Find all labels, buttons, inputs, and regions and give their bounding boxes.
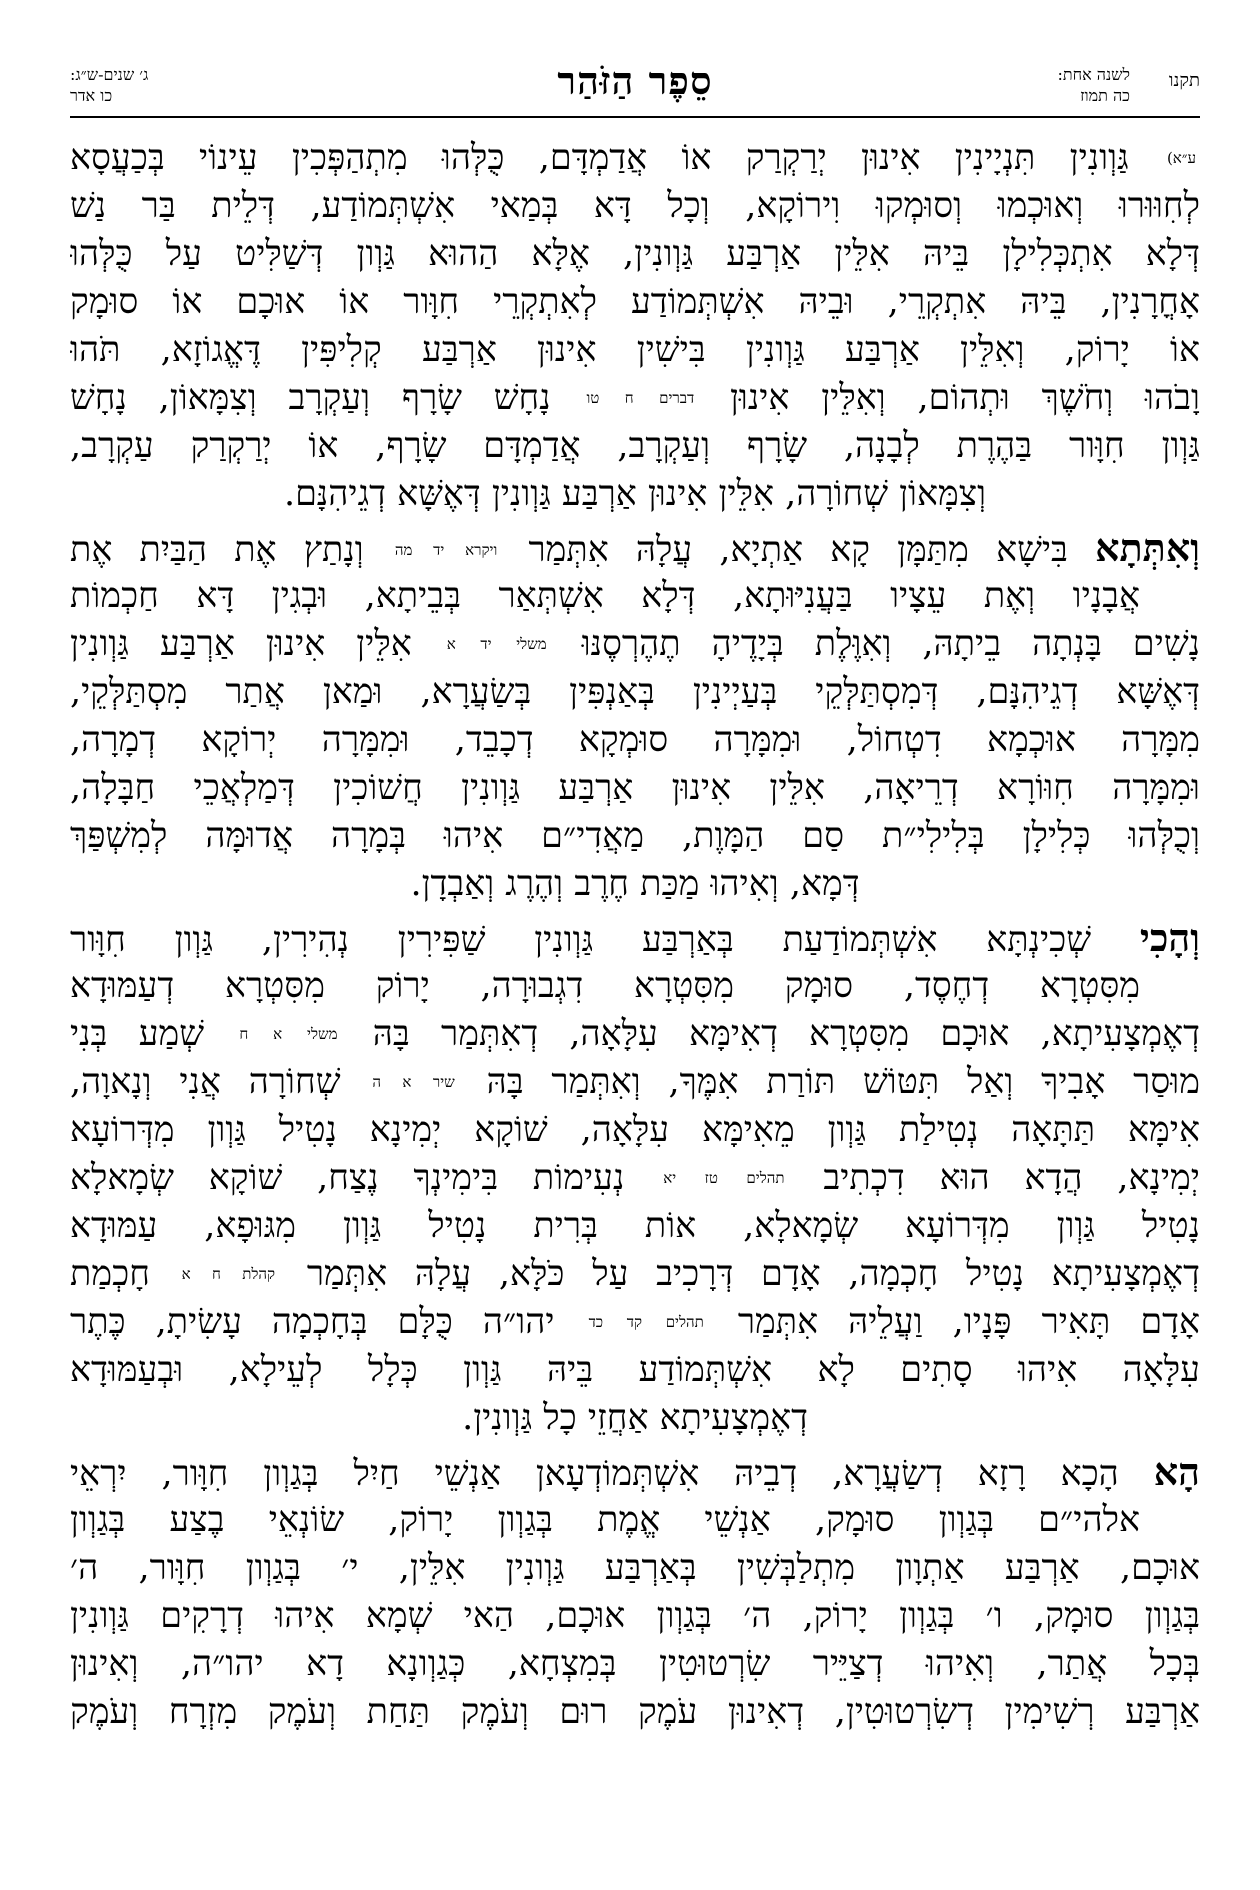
text-line (70, 1298, 1200, 1346)
line-text: אָחֳרָנִין, בֵּיהּ אִתְקְרֵי, וּבֵיהּ אִשְׁתְּמוֹדַע לְאִתְקְרֵי חִוָּור אוֹ אוּכָם אוֹ סוּמָק (70, 282, 1200, 322)
verse-reference: דברים ח טו (586, 389, 695, 407)
header-rule (70, 116, 1200, 118)
line-text: נָטִיל גַּוְון מִדְּרוֹעָא שְׂמָאלָא, אוֹת בְּרִית נָטִיל גַּוְון מִגּוּפָא, עַמּוּדָא (70, 1206, 1200, 1246)
line-text: גַּוְון חִוָּור בַּהֶרֶת לְבָנָה, שָׂרָף וְעַקְרָב, אֲדַמְדָּם שָׂרָף, אוֹ יְרַקְרַק עַקְרָב, (70, 426, 1200, 466)
page-header (70, 52, 1200, 120)
line-text-before-ref: דְאֶמְצָעִיתָא, אוּכָם מִסִּטְרָא דְאִימָּא עִלָּאָה, דְאִתְּמַר בָּהּ (372, 1014, 1200, 1054)
text-line (70, 1010, 1200, 1058)
text-line (70, 1592, 1200, 1640)
line-text-after-ref: וְנָתַץ אֶת הַבַּיִת אֶת (70, 530, 364, 570)
header-left-schedule (70, 64, 148, 106)
verse-reference: קהלת ח א (181, 1265, 276, 1283)
line-text-after-ref: שְׁכִינְתָּא אִשְׁתְּמוֹדַעַת בְּאַרְבַּע גַּוְונִין שַׁפִּירִין נְהִירִין, גַּוְון חִוָּור (70, 920, 1092, 960)
text-line (70, 1448, 1200, 1496)
line-text: אוּכָם, אַרְבַּע אַתְוָון מִתְלַבְּשִׁין בְּאַרְבַּע גַּוְונִין אִלֵּין, י׳ בְּגַוְון חִוָּור, ה׳ (70, 1548, 1200, 1588)
text-body (70, 134, 1200, 1736)
text-line (70, 230, 1200, 278)
verse-reference: שיר א ה (372, 1073, 455, 1091)
line-text: מִסִּטְרָא דְחֶסֶד, סוּמָק מִסִּטְרָא דִגְבוּרָה, יָרוֹק מִסִּטְרָא דְעַמּוּדָא (70, 966, 1140, 1006)
line-text: בְּכָל אֲתַר, וְאִיהוּ דְצַיֵּיר שִׂרְטוּטִין בְּמִצְחָא, כְּגַוְונָא דָא יהו״ה, וְאִינוּן (70, 1644, 1200, 1684)
line-text-after-ref: יהו״ה כֻּלָּם בְּחָכְמָה עָשִׂיתָ, כֶּתֶר (70, 1302, 555, 1342)
verse-reference: תהלים קד כד (588, 1313, 704, 1331)
text-line (70, 1202, 1200, 1250)
text-line (70, 620, 1200, 668)
text-line (70, 1640, 1200, 1688)
line-text: גַּוְונִין תִּנְיָינִין אִינוּן יְרַקְרַק אוֹ אֲדַמְדָּם, כֻּלְּהוּ מִתְהַפְּכִין עֵינוֹי בְּכַעֲסָא (70, 138, 1129, 178)
verse-reference: ויקרא יד מה (394, 541, 498, 559)
header-right-line-2: כה תמוז (1080, 86, 1130, 105)
line-text-after-ref: שְׁמַע בְּנִי (70, 1014, 205, 1054)
line-text-before-ref: אָדָם תָּאִיר פָּנָיו, וַעֲלֵיהּ אִתְּמַר (737, 1302, 1200, 1342)
line-text: דְּלָא אִתְכְּלִילָן בֵּיהּ אִלֵּין אַרְבַּע גַּוְונִין, אֶלָּא הַהוּא גַּוְון דְּשַׁלִּיט עַל כֻּלְּהוּ (70, 234, 1200, 274)
text-line (70, 1106, 1200, 1154)
text-line (70, 1394, 1200, 1442)
text-line (70, 764, 1200, 812)
text-line (70, 1496, 1200, 1544)
line-text: וְצִמָּאוֹן שְׁחוֹרָה, אִלֵּין אִינוּן אַרְבַּע גַּוְונִין דְּאֶשָּׁא דְגֵיהִנָּם. (283, 474, 987, 514)
verse-reference: ע״א) (1166, 149, 1196, 167)
line-text: אֲבָנָיו וְאֶת עֵצָיו בַּעֲנִיּוּתָא, דְּלָא אִשְׁתְּאַר בְּבֵיתָא, וּבְגִין דָּא חַכְמוֹת (70, 576, 1140, 616)
line-text-before-ref: בִּישָׁא מִתַּמָּן קָא אַתְיָא, עֲלָהּ אִתְּמַר (528, 530, 1068, 570)
line-text: מִמָּרָה אוּכְמָא דִטְחוֹל, וּמִמָּרָה סוּמְקָא דְכָבֵד, וּמִמָּרָה יְרוֹקָא דְמָרָה, (70, 720, 1200, 760)
text-line (70, 812, 1200, 860)
line-text: דְאֶמְצָעִיתָא אַחֲזֵי כָל גַּוְונִין. (462, 1398, 808, 1438)
text-line (70, 1154, 1200, 1202)
paragraph-opening-word: וְאִתְּתָא (1095, 525, 1200, 570)
header-rashi-label: תקנו (1168, 70, 1200, 91)
line-text: אוֹ יָרוֹק, וְאִלֵּין אַרְבַּע גַּוְונִין בִּישִׁין אִינוּן אַרְבַּע קְלִיפִּין דֶּאֱגוֹזָא, תֹּהוּ (70, 330, 1200, 370)
text-line (70, 914, 1200, 962)
text-line (70, 1544, 1200, 1592)
line-text-before-ref: דְאֶמְצָעִיתָא נָטִיל חָכְמָה, אָדָם דְּרָכִיב עַל כֹּלָּא, עֲלָהּ אִתְּמַר (306, 1254, 1200, 1294)
line-text: בְּגַוְון סוּמָק, ו׳ בְּגַוְון יָרוֹק, ה׳ בְּגַוְון אוּכָם, הַאי שְׁמָא אִיהוּ דְרָקִים גַּוְונִין (70, 1596, 1200, 1636)
text-line (70, 182, 1200, 230)
line-text: לְחִוּוּרוּ וְאוּכְמוּ וְסוּמְקוּ וִירוֹקָא, וְכָל דָּא בְּמַאי אִשְׁתְּמוֹדַע, דְּלֵית בַּר נַשׁ (70, 186, 1200, 226)
text-line (70, 1250, 1200, 1298)
line-text-after-ref: הָכָא רָזָא דְשַׂעֲרָא, דְבֵיהּ אִשְׁתְּמוֹדְעָאן אַנְשֵׁי חַיִל בְּגַוְון חִוָּור, יִרְאֵי (70, 1454, 1119, 1494)
line-text-before-ref: יְמִינָא, הֲדָא הוּא דִכְתִיב (823, 1158, 1200, 1198)
text-line (70, 1346, 1200, 1394)
text-line (70, 1058, 1200, 1106)
line-text: אִימָּא תַּתָּאָה נְטִילַת גַּוְון מֵאִימָּא עִלָּאָה, שׁוֹקָא יְמִינָא נָטִיל גַּוְון מִדְּרוֹעָא (70, 1110, 1200, 1150)
text-line (70, 278, 1200, 326)
text-line (70, 374, 1200, 422)
text-line (70, 860, 1200, 908)
verse-reference: משלי יד א (446, 635, 547, 653)
text-line (70, 422, 1200, 470)
line-text: עִלָּאָה אִיהוּ סָתִים לָא אִשְׁתְּמוֹדַע בֵּיהּ גַּוְון כְּלָל לְעֵילָא, וּבְעַמּוּדָא (70, 1350, 1200, 1390)
line-text: וְכֻלְּהוּ כְּלִילָן בְּלִילִי״ת סַם הַמָּוֶת, מַאֲדִי״ם אִיהוּ בְּמָרָה אֲדוּמָּה לְמִשְׁפַּךְ (70, 816, 1200, 856)
verse-reference: תהלים טז יא (663, 1169, 785, 1187)
header-left-line-2: כו אדר (70, 86, 113, 105)
line-text: אלהי״ם בְּגַוְון סוּמָק, אַנְשֵׁי אֱמֶת בְּגַוְון יָרוֹק, שׂוֹנְאֵי בֶצַע בְּגַוְון (70, 1500, 1140, 1540)
line-text-before-ref: מוּסַר אָבִיךָ וְאַל תִּטּוֹשׁ תּוֹרַת אִמֶּךָ, וְאִתְּמַר בָּהּ (486, 1062, 1200, 1102)
text-line (70, 326, 1200, 374)
line-text-after-ref: אִלֵּין אִינוּן אַרְבַּע גַּוְונִין (70, 624, 412, 664)
line-text-after-ref: נְעִימוֹת בִּימִינְךָ נֶצַח, שׁוֹקָא שְׂמָאלָא (70, 1158, 625, 1198)
text-line (70, 524, 1200, 572)
text-line (70, 470, 1200, 518)
line-text-after-ref: חָכְמַת (70, 1254, 150, 1294)
text-line (70, 1688, 1200, 1736)
header-right-line-1: לשנה אחת: (1057, 65, 1130, 84)
line-text-before-ref: נָשִׁים בָּנְתָה בֵיתָהּ, וְאִוֶּלֶת בְּיָדֶיהָ תֶהֶרְסֶנּוּ (581, 624, 1200, 664)
text-line (70, 572, 1200, 620)
line-text: דְּמָא, וְאִיהוּ מַכַּת חֶרֶב וְהֶרֶג וְאַבְדָן. (410, 864, 860, 904)
paragraph-opening-word: וְהָכִי (1139, 915, 1200, 960)
line-text: וּמִמָּרָה חִוּוֹרָא דְרֵיאָה, אִלֵּין אִינוּן אַרְבַּע גַּוְונִין חֲשׁוֹכִין דְּמַלְאֲכֵי חַבָּלָה, (70, 768, 1200, 808)
text-line (70, 668, 1200, 716)
header-left-line-1: ג׳ שנים-ש״ג: (70, 65, 149, 84)
text-line (70, 134, 1200, 182)
text-line (70, 716, 1200, 764)
verse-reference: משלי א ח (239, 1025, 338, 1043)
book-title: סֵפֶר הַזֹּהַר (557, 58, 713, 103)
line-text-after-ref: נָחָשׁ שָׂרָף וְעַקְרָב וְצִמָּאוֹן, נָחָשׁ (70, 378, 551, 418)
zohar-page (70, 52, 1200, 1862)
line-text-after-ref: שְׁחוֹרָה אֲנִי וְנָאוָה, (70, 1062, 341, 1102)
line-text-before-ref: וָבֹהוּ וְחֹשֶׁךְ וּתְהוֹם, וְאִלֵּין אִינוּן (730, 378, 1200, 418)
text-line (70, 962, 1200, 1010)
line-text: דְּאֶשָּׁא דְגֵיהִנָּם, דְּמִסְתַּלְּקֵי בְּעַיְינִין בְּאַנְפִּין בְּשַׂעֲרָא, וּמַאן אֲתַר מִסְתַּלְּקֵי, (70, 672, 1200, 712)
paragraph-opening-word: הָא (1153, 1449, 1200, 1494)
line-text: אַרְבַּע רְשִׁימִין דְשִׂרְטוּטִין, דְאִינוּן עֹמֶק רוּם וְעֹמֶק תַּחַת וְעֹמֶק מִזְרָח וְעֹמֶק (70, 1692, 1200, 1732)
